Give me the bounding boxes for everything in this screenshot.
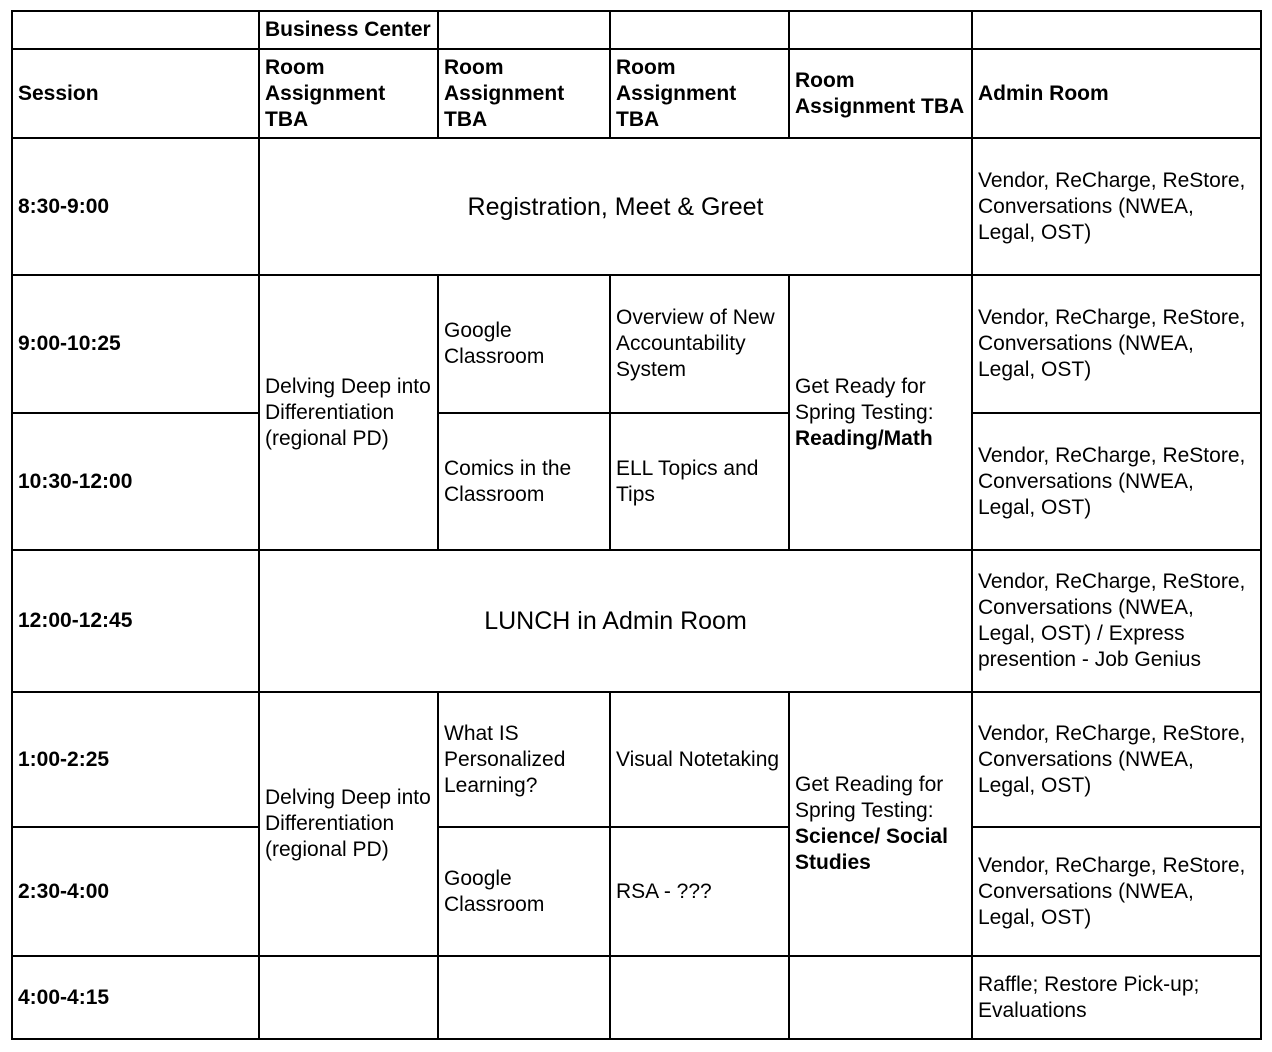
testing-subject: Reading/Math <box>795 426 933 450</box>
business-center-label: Business Center <box>259 11 438 49</box>
session-cell: Visual Notetaking <box>610 692 789 827</box>
header-top-row <box>12 11 1261 49</box>
table-row <box>12 413 1261 550</box>
testing-label: Get Ready for Spring Testing: <box>795 374 934 424</box>
room-header-4: Room Assignment TBA <box>789 49 972 138</box>
empty-cell <box>789 956 972 1039</box>
admin-cell: Vendor, ReCharge, ReStore, Conversations (NWEA, Legal, OST) <box>972 827 1261 956</box>
admin-cell: Vendor, ReCharge, ReStore, Conversations (NWEA, Legal, OST) <box>972 138 1261 275</box>
empty-cell <box>972 11 1261 49</box>
room-header-1: Room Assignment TBA <box>259 49 438 138</box>
empty-cell <box>789 11 972 49</box>
admin-cell: Raffle; Restore Pick-up; Evaluations <box>972 956 1261 1039</box>
session-cell: Overview of New Accountability System <box>610 275 789 413</box>
empty-cell <box>610 956 789 1039</box>
morning-testing-session <box>789 275 972 550</box>
table-row <box>12 956 1261 1039</box>
table-row <box>12 692 1261 827</box>
session-time: 4:00-4:15 <box>12 956 259 1039</box>
session-time: 10:30-12:00 <box>12 413 259 550</box>
lunch-span: LUNCH in Admin Room <box>259 550 972 692</box>
empty-cell <box>610 11 789 49</box>
session-header: Session <box>12 49 259 138</box>
room-header-2: Room Assignment TBA <box>438 49 610 138</box>
table-row <box>12 138 1261 275</box>
admin-cell: Vendor, ReCharge, ReStore, Conversations (NWEA, Legal, OST) <box>972 275 1261 413</box>
session-cell: Comics in the Classroom <box>438 413 610 550</box>
session-time: 8:30-9:00 <box>12 138 259 275</box>
session-cell: Google Classroom <box>438 275 610 413</box>
empty-cell <box>438 11 610 49</box>
admin-cell: Vendor, ReCharge, ReStore, Conversations (NWEA, Legal, OST) / Express presention - Job Genius <box>972 550 1261 692</box>
registration-span: Registration, Meet & Greet <box>259 138 972 275</box>
testing-label: Get Reading for Spring Testing: <box>795 773 944 822</box>
empty-cell <box>12 11 259 49</box>
afternoon-testing-session <box>789 692 972 956</box>
session-cell: RSA - ??? <box>610 827 789 956</box>
schedule-table <box>11 10 1262 1040</box>
session-time: 1:00-2:25 <box>12 692 259 827</box>
room-header-3: Room Assignment TBA <box>610 49 789 138</box>
admin-cell: Vendor, ReCharge, ReStore, Conversations (NWEA, Legal, OST) <box>972 413 1261 550</box>
session-cell: What IS Personalized Learning? <box>438 692 610 827</box>
empty-cell <box>438 956 610 1039</box>
session-cell: Google Classroom <box>438 827 610 956</box>
afternoon-differentiation-session: Delving Deep into Differentiation (regional PD) <box>259 692 438 956</box>
table-row <box>12 827 1261 956</box>
morning-differentiation-session: Delving Deep into Differentiation (regional PD) <box>259 275 438 550</box>
empty-cell <box>259 956 438 1039</box>
session-cell: ELL Topics and Tips <box>610 413 789 550</box>
session-time: 9:00-10:25 <box>12 275 259 413</box>
session-time: 12:00-12:45 <box>12 550 259 692</box>
header-row <box>12 49 1261 138</box>
testing-subject: Science/ Social Studies <box>795 825 948 874</box>
session-time: 2:30-4:00 <box>12 827 259 956</box>
table-row <box>12 550 1261 692</box>
table-row <box>12 275 1261 413</box>
admin-room-header: Admin Room <box>972 49 1261 138</box>
admin-cell: Vendor, ReCharge, ReStore, Conversations (NWEA, Legal, OST) <box>972 692 1261 827</box>
